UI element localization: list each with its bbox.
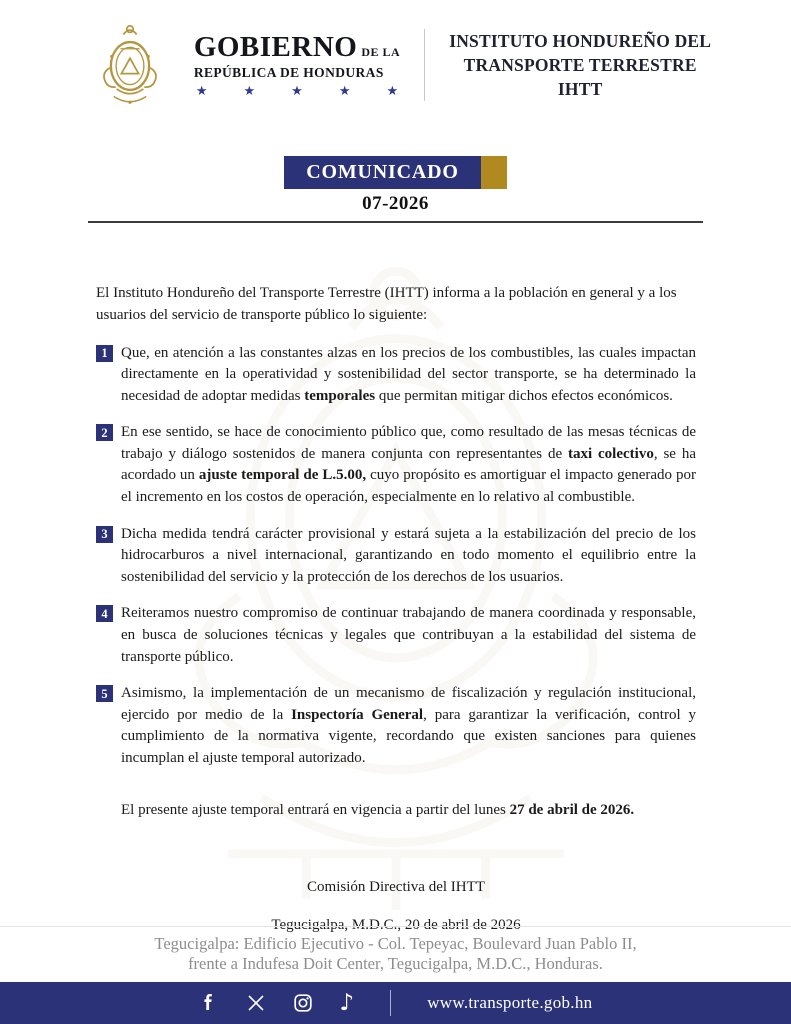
five-stars-icon bbox=[194, 84, 400, 99]
numbered-items bbox=[96, 343, 696, 770]
text-run: , para garantizar la verificación, control y cumplimiento de la normativa vigente, recordando que existen sanciones para quienes incumplan el ajuste temporal autorizado. bbox=[121, 706, 696, 766]
website-url: www.transporte.gob.hn bbox=[427, 993, 593, 1012]
text-run: Asimismo, la implementación de un mecanismo de fiscalización y regulación institucional, ejercido por medio de la bbox=[121, 685, 696, 723]
bold-text-run: Inspectoría General bbox=[291, 706, 424, 723]
bold-text-run: 27 de abril de 2026. bbox=[509, 801, 635, 818]
footer-bar bbox=[0, 982, 791, 1024]
footer bbox=[0, 926, 791, 1024]
text-run: Dicha medida tendrá carácter provisional y estará sujeta a la estabilización del precio de los hidrocarburos a nivel internacional, garantizando en todo momento el equilibrio entre la sostenibilidad del servicio y la protección de los derechos de los usuarios. bbox=[121, 525, 696, 585]
text-run: cuyo propósito es amortiguar el impacto generado por el incremento en los costos de operación, especialmente en lo relativo al combustible. bbox=[121, 467, 696, 506]
text-run: Que, en atención a las constantes alzas en los precios de los combustibles, las cuales impactan directamente en la operatividad y sostenibilidad del sector transporte, se ha determinado la necesidad de adoptar medidas bbox=[121, 344, 696, 404]
tiktok-icon: ♪ bbox=[339, 990, 355, 1016]
gov-name: GOBIERNO bbox=[193, 31, 358, 63]
institute-line1: INSTITUTO HONDUREÑO DEL bbox=[449, 30, 712, 51]
institute-title bbox=[449, 29, 711, 101]
honduras-coat-of-arms-icon bbox=[80, 22, 180, 108]
comunicado-number: 07-2026 bbox=[362, 193, 429, 214]
institute-line2: TRANSPORTE TERRESTRE bbox=[463, 54, 697, 75]
star-icon: ★ bbox=[338, 84, 351, 99]
dateline: Tegucigalpa, M.D.C., 20 de abril de 2026 bbox=[271, 917, 521, 934]
instagram-icon bbox=[293, 993, 313, 1013]
address-line1: Tegucigalpa: Edificio Ejecutivo - Col. Tepeyac, Boulevard Juan Pablo II, bbox=[154, 933, 637, 953]
institute-line3: IHTT bbox=[557, 79, 603, 100]
text-run: Reiteramos nuestro compromiso de continuar trabajando de manera coordinada y responsable, en busca de soluciones técnicas y legales que contribuyan a la estabilidad del sistema de transporte público. bbox=[121, 605, 696, 665]
government-brand bbox=[194, 31, 400, 99]
gov-republic: REPÚBLICA DE HONDURAS bbox=[193, 65, 384, 80]
star-icon: ★ bbox=[243, 84, 256, 99]
star-icon: ★ bbox=[386, 84, 399, 99]
x-icon bbox=[246, 993, 266, 1013]
communique-body bbox=[0, 223, 791, 934]
text-run: En ese sentido, se hace de conocimiento público que, como resultado de las mesas técnicas de trabajo y diálogo sostenidos de manera conjunta con representantes de bbox=[121, 424, 696, 462]
text-run: , se ha acordado un bbox=[121, 445, 697, 484]
gold-accent-square bbox=[481, 156, 507, 189]
header bbox=[0, 0, 791, 108]
item-number-badge: 1 bbox=[96, 345, 113, 362]
text-run: El presente ajuste temporal entrará en vigencia a partir del lunes bbox=[121, 801, 510, 818]
comunicado-banner-label: COMUNICADO bbox=[284, 156, 481, 189]
address-block bbox=[0, 926, 791, 982]
numbered-item bbox=[96, 524, 696, 589]
item-number-badge: 3 bbox=[96, 526, 113, 543]
banner-section bbox=[0, 156, 791, 223]
numbered-item bbox=[96, 343, 696, 408]
comunicado-banner bbox=[284, 156, 507, 189]
gov-of: DE LA bbox=[361, 45, 401, 59]
facebook-icon bbox=[199, 993, 219, 1013]
star-icon: ★ bbox=[291, 84, 303, 99]
item-number-badge: 2 bbox=[96, 424, 113, 441]
address-line2: frente a Indufesa Doit Center, Tegucigalpa, M.D.C., Honduras. bbox=[188, 953, 603, 973]
numbered-item bbox=[96, 603, 696, 668]
bold-text-run: ajuste temporal de L.5.00, bbox=[198, 467, 367, 484]
item-number-badge: 4 bbox=[96, 605, 113, 622]
star-icon: ★ bbox=[195, 84, 208, 99]
footer-divider bbox=[390, 990, 391, 1016]
numbered-item bbox=[96, 683, 696, 769]
intro-paragraph: El Instituto Hondureño del Transporte Terrestre (IHTT) informa a la población en general y a los usuarios del servicio de transporte público lo siguiente: bbox=[96, 285, 677, 323]
numbered-item bbox=[96, 422, 696, 508]
bold-text-run: temporales bbox=[304, 387, 376, 404]
header-divider bbox=[424, 29, 425, 101]
signature-line: Comisión Directiva del IHTT bbox=[307, 879, 485, 896]
item-number-badge: 5 bbox=[96, 685, 113, 702]
text-run: que permitan mitigar dichos efectos económicos. bbox=[375, 387, 673, 404]
closing-paragraph bbox=[121, 800, 696, 822]
gov-title bbox=[194, 31, 400, 64]
social-icons bbox=[199, 990, 355, 1016]
bold-text-run: taxi colectivo bbox=[567, 445, 654, 462]
